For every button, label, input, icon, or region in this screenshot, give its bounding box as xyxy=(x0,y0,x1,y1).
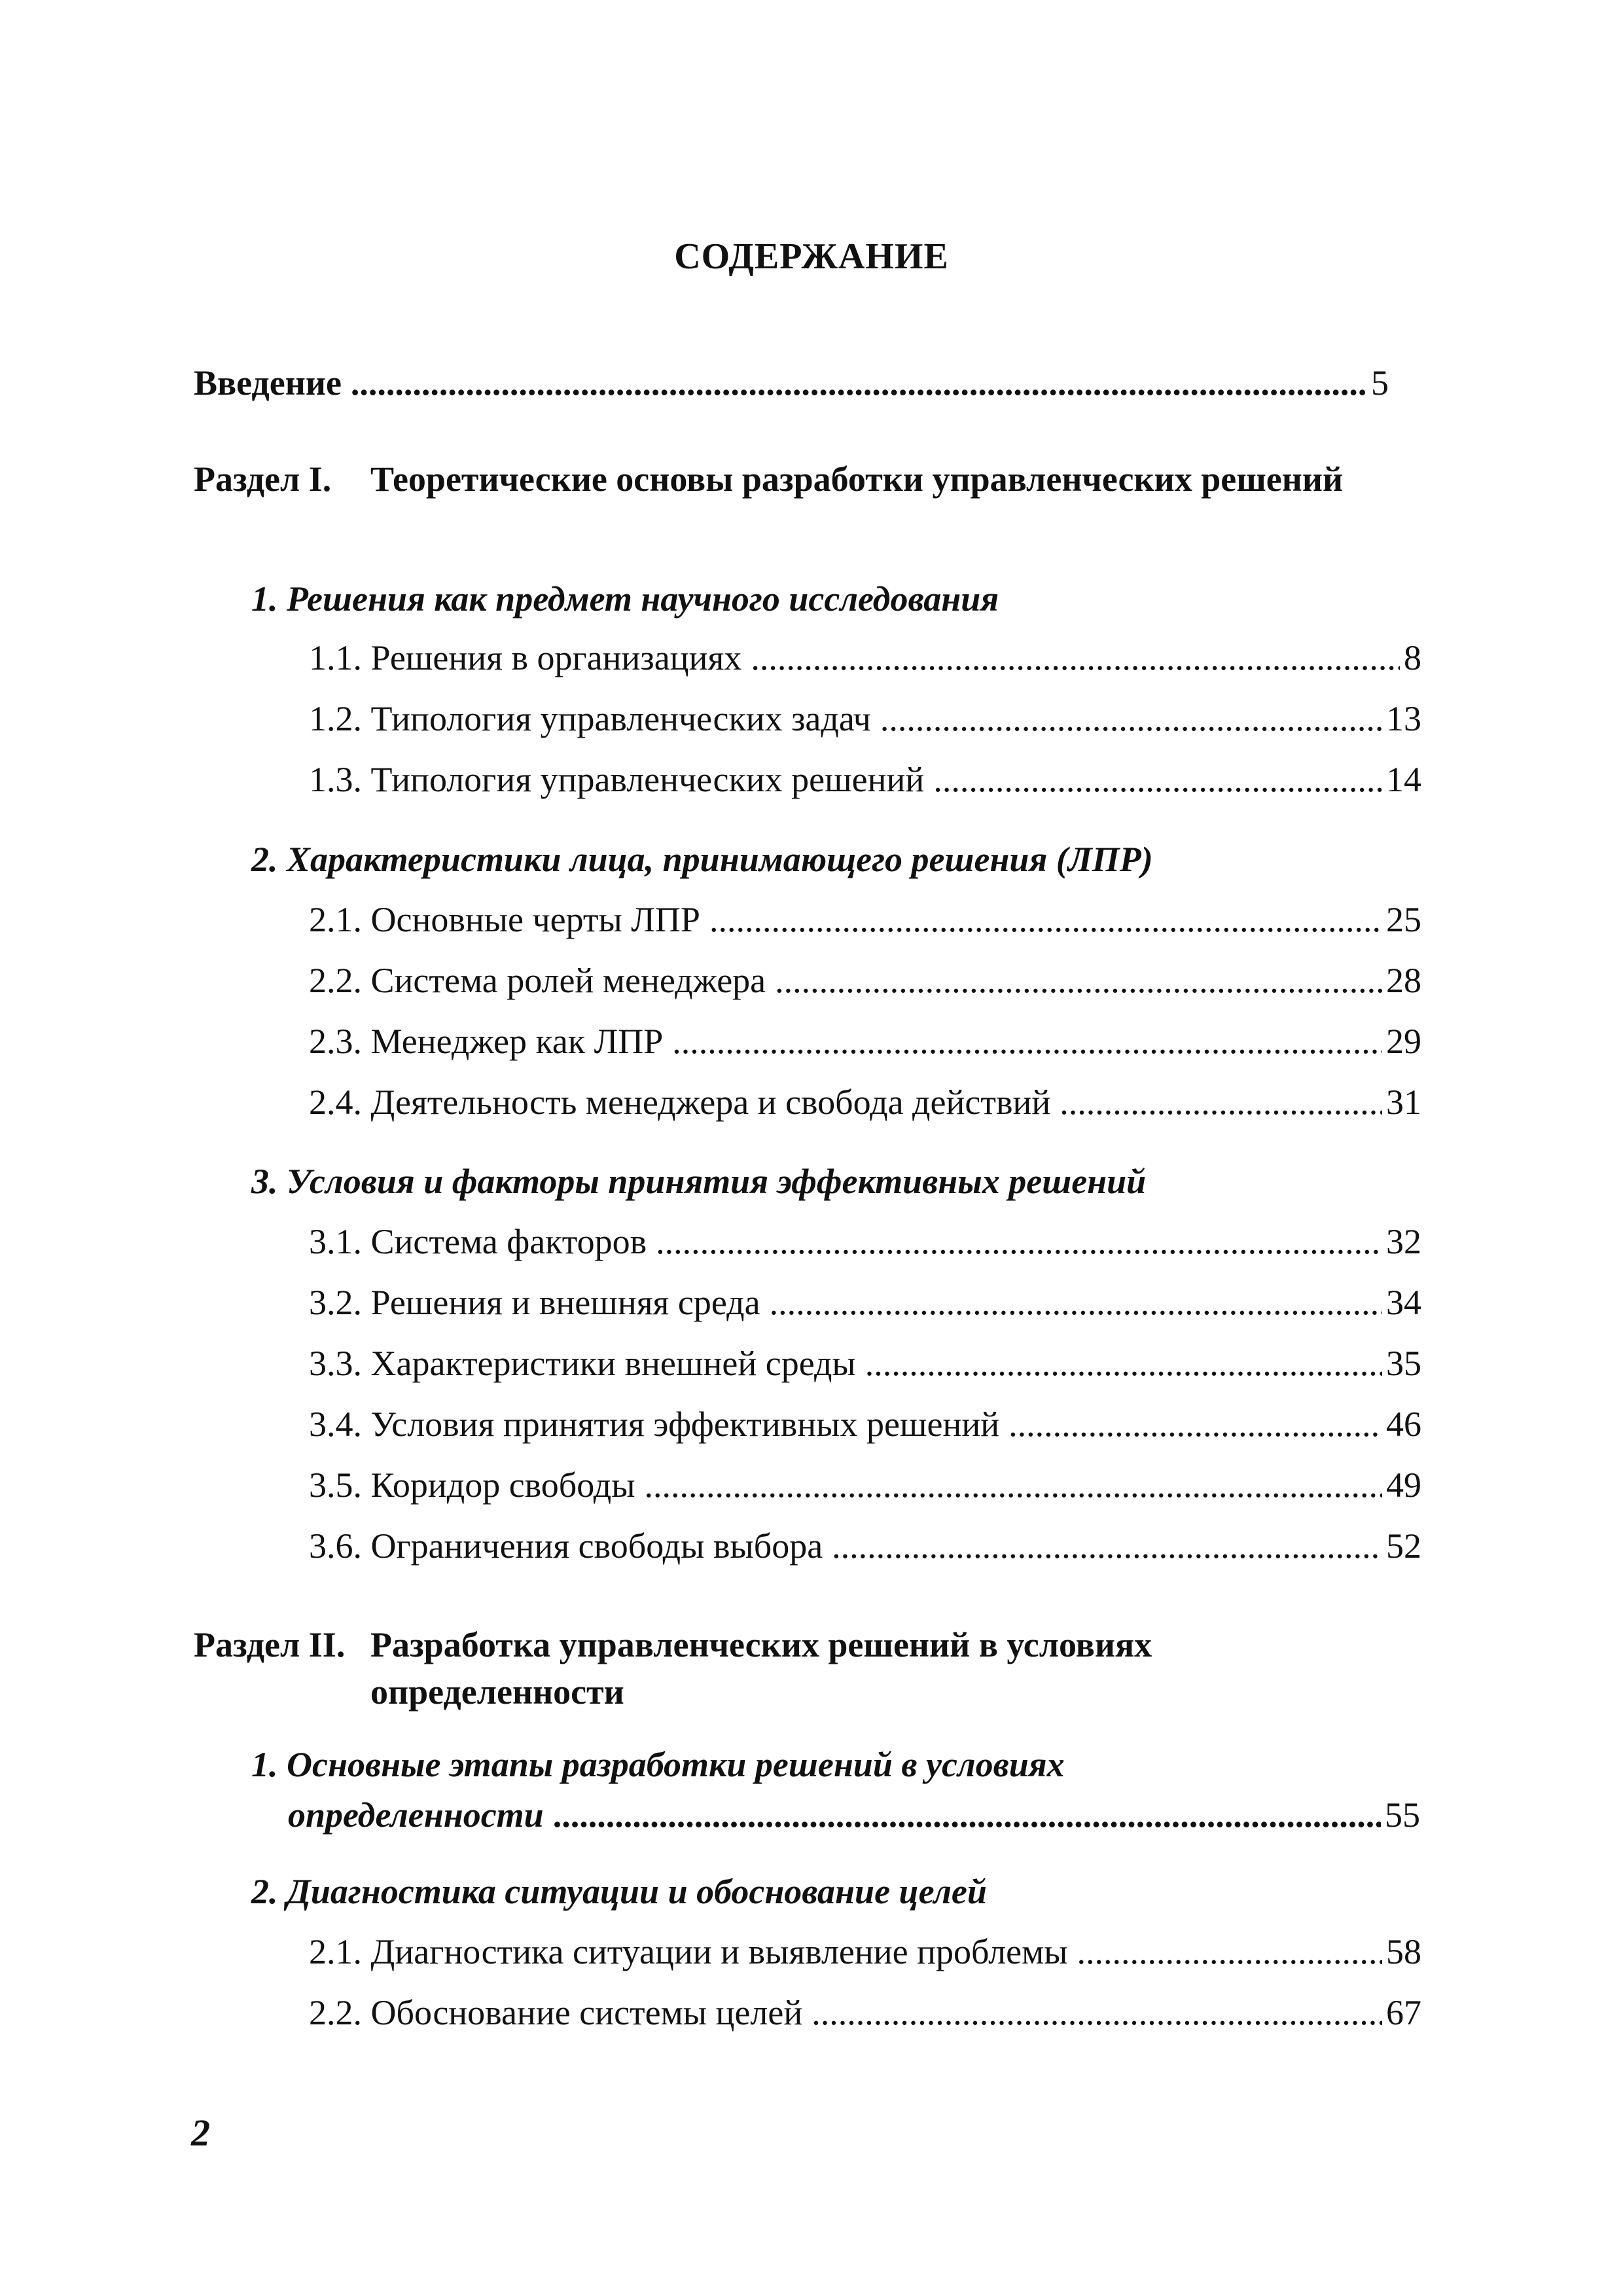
toc-entry-page: 58 xyxy=(1386,1932,1421,1971)
dot-leader xyxy=(880,696,1382,742)
toc-entry-chapter[interactable] xyxy=(288,1792,1420,1838)
dot-leader xyxy=(751,635,1400,681)
toc-entry-intro[interactable] xyxy=(194,360,1389,406)
toc-entry-page: 28 xyxy=(1386,961,1421,1000)
toc-entry-page: 34 xyxy=(1386,1283,1421,1322)
toc-entry-label: 3.1. Система факторов xyxy=(309,1222,647,1261)
dot-leader xyxy=(812,1990,1382,2036)
dot-leader xyxy=(770,1280,1382,1325)
toc-entry-label: 1.1. Решения в организациях xyxy=(309,638,742,677)
dot-leader xyxy=(656,1219,1382,1265)
page-number: 2 xyxy=(191,2111,210,2154)
dot-leader xyxy=(832,1523,1382,1569)
section-label: Раздел II. xyxy=(194,1625,346,1664)
dot-leader xyxy=(672,1018,1382,1064)
toc-entry-page: 67 xyxy=(1386,1993,1421,2032)
toc-entry-label: 1.3. Типология управленческих решений xyxy=(309,760,925,799)
chapter-heading: 2. Характеристики лица, принимающего решения (ЛПР) xyxy=(251,840,1153,879)
chapter-heading: 1. Решения как предмет научного исследования xyxy=(251,579,999,619)
toc-entry[interactable] xyxy=(309,757,1421,802)
dot-leader xyxy=(351,360,1367,406)
chapter-heading: 2. Диагностика ситуации и обоснование целей xyxy=(251,1872,987,1911)
dot-leader xyxy=(553,1792,1381,1838)
dot-leader xyxy=(1060,1079,1382,1125)
dot-leader xyxy=(865,1340,1382,1386)
toc-entry-page: 5 xyxy=(1371,363,1389,403)
toc-entry[interactable] xyxy=(309,696,1421,742)
toc-entry-label: 3.5. Коридор свободы xyxy=(309,1465,635,1505)
toc-entry-page: 13 xyxy=(1386,699,1421,738)
dot-leader xyxy=(709,897,1382,942)
toc-entry-page: 35 xyxy=(1386,1344,1421,1383)
toc-entry-label: 2.3. Менеджер как ЛПР xyxy=(309,1022,664,1061)
section-title: Теоретические основы разработки управленческих решений xyxy=(370,459,1344,499)
toc-entry[interactable] xyxy=(309,1929,1421,1975)
toc-entry-label: 3.6. Ограничения свободы выбора xyxy=(309,1526,823,1566)
toc-entry[interactable] xyxy=(309,1219,1421,1265)
toc-entry[interactable] xyxy=(309,1523,1421,1569)
chapter-heading: 3. Условия и факторы принятия эффективных решений xyxy=(251,1162,1147,1201)
toc-entry-label: определенности xyxy=(288,1795,544,1835)
toc-entry-label: 3.4. Условия принятия эффективных решений xyxy=(309,1405,1000,1444)
toc-entry[interactable] xyxy=(309,1462,1421,1508)
toc-entry[interactable] xyxy=(309,1990,1421,2036)
toc-entry[interactable] xyxy=(309,1280,1421,1325)
section-1-heading xyxy=(194,456,1437,554)
toc-entry[interactable] xyxy=(309,958,1421,1003)
toc-entry-label: 3.2. Решения и внешняя среда xyxy=(309,1283,760,1322)
toc-entry[interactable] xyxy=(309,1401,1421,1447)
toc-entry-page: 32 xyxy=(1386,1222,1421,1261)
toc-entry[interactable] xyxy=(309,897,1421,942)
toc-entry-label: 2.2. Система ролей менеджера xyxy=(309,961,766,1000)
toc-entry-label: 2.2. Обоснование системы целей xyxy=(309,1993,803,2032)
toc-entry[interactable] xyxy=(309,1340,1421,1386)
section-title: Разработка управленческих решений в условиях определенности xyxy=(370,1625,1152,1712)
toc-entry-label: 2.1. Диагностика ситуации и выявление проблемы xyxy=(309,1932,1068,1971)
section-label: Раздел I. xyxy=(194,459,332,499)
dot-leader xyxy=(775,958,1382,1003)
toc-entry-page: 31 xyxy=(1386,1083,1421,1122)
dot-leader xyxy=(933,757,1382,802)
toc-entry-page: 52 xyxy=(1386,1526,1421,1566)
toc-entry-page: 8 xyxy=(1404,638,1421,677)
toc-entry[interactable] xyxy=(309,635,1421,681)
chapter-heading: 1. Основные этапы разработки решений в условиях xyxy=(251,1745,1065,1784)
toc-entry-label: 1.2. Типология управленческих задач xyxy=(309,699,871,738)
toc-entry-page: 49 xyxy=(1386,1465,1421,1505)
toc-entry[interactable] xyxy=(309,1018,1421,1064)
toc-entry-label: 2.1. Основные черты ЛПР xyxy=(309,900,700,939)
toc-entry-page: 46 xyxy=(1386,1405,1421,1444)
toc-entry-label: 2.4. Деятельность менеджера и свобода действий xyxy=(309,1083,1051,1122)
toc-entry-page: 55 xyxy=(1385,1795,1420,1835)
toc-entry-page: 29 xyxy=(1386,1022,1421,1061)
dot-leader xyxy=(1077,1929,1382,1975)
toc-entry-label: Введение xyxy=(194,363,342,403)
dot-leader xyxy=(644,1462,1382,1508)
toc-entry[interactable] xyxy=(309,1079,1421,1125)
toc-entry-page: 14 xyxy=(1386,760,1421,799)
toc-entry-page: 25 xyxy=(1386,900,1421,939)
toc-entry-label: 3.3. Характеристики внешней среды xyxy=(309,1344,856,1383)
section-2-heading xyxy=(194,1621,1437,1719)
dot-leader xyxy=(1008,1401,1382,1447)
page-title: СОДЕРЖАНИЕ xyxy=(674,236,949,277)
